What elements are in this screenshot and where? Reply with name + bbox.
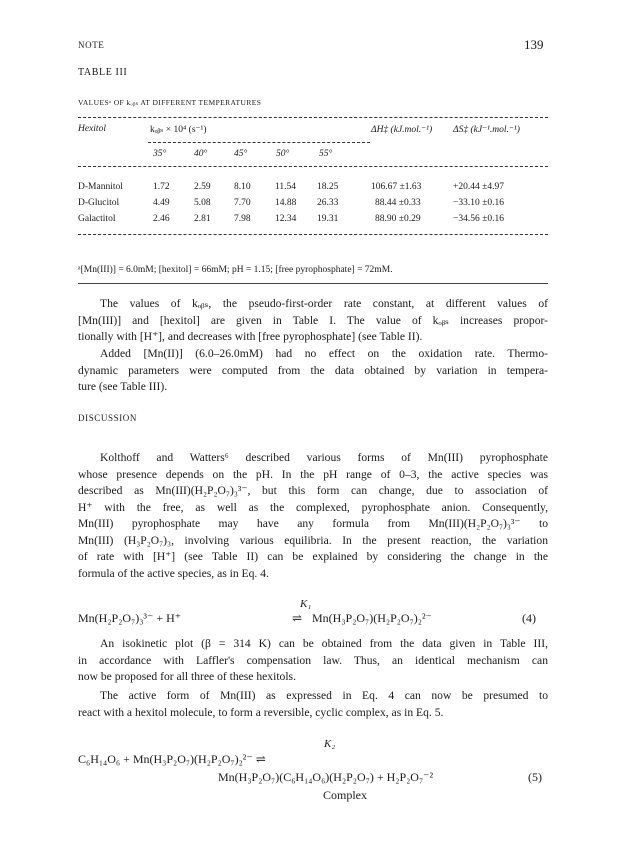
- table-cell: 18.25: [317, 182, 339, 192]
- text-line: Added [Mn(II)] (6.0–26.0mM) had no effect on the oxidation rate. Thermo-: [100, 347, 548, 360]
- table-cell: −34.56 ±0.16: [453, 214, 504, 224]
- table-header-hexitol: Hexitol: [78, 124, 106, 134]
- table-cell: 88.90 ±0.29: [375, 214, 421, 224]
- eq4-lhs: Mn(H₂P₂O₇)₃³⁻ + H⁺: [78, 611, 182, 625]
- text-line: formula of the active species, as in Eq. 4.: [78, 566, 269, 580]
- table-cell: 106.67 ±1.63: [371, 182, 422, 192]
- temp-header: 55°: [319, 149, 333, 159]
- table-header-ds: ΔS‡ (kJ⁻¹.mol.⁻¹): [453, 125, 520, 135]
- paragraph-rate-constant: [78, 296, 548, 346]
- table-cell: 4.49: [153, 198, 170, 208]
- text-line: Mn(III) pyrophosphate may have any formula from Mn(III)(H₂P₂O₇)₃³⁻ to: [78, 517, 548, 530]
- text-line: now be proposed for all three of these hexitols.: [78, 670, 296, 683]
- table-cell: 7.98: [234, 214, 251, 224]
- temp-header: 45°: [234, 149, 248, 159]
- temp-header: 50°: [276, 149, 290, 159]
- table-header-rule: [78, 166, 548, 167]
- text-line: The active form of Mn(III) as expressed in Eq. 4 can now be presumed to: [100, 689, 548, 702]
- text-line: of rate with [H⁺] (see Table II) can be explained by considering the change in the: [78, 550, 548, 563]
- temp-header: 35°: [153, 149, 167, 159]
- table-top-rule: [78, 117, 548, 118]
- footnote-rule: [78, 283, 548, 284]
- eq4-arrow: ⇌: [292, 611, 303, 625]
- eq5-line1: C₆H₁₄O₆ + Mn(H₃P₂O₇)(H₂P₂O₇)₂²⁻ ⇌: [78, 752, 266, 766]
- text-line: dynamic parameters were computed from the data obtained by variation in tempera-: [78, 363, 548, 377]
- text-line: ture (see Table III).: [78, 380, 168, 393]
- text-line: tionally with [H⁺], and decreases with [free pyrophosphate] (see Table II).: [78, 330, 423, 343]
- section-heading: DISCUSSION: [78, 413, 138, 423]
- table-cell: 14.88: [275, 198, 297, 208]
- text-line: described as Mn(III)(H₂P₂O₇)₃³⁻, but this form can change, due to association of: [78, 484, 548, 497]
- text-line: Mn(III) (H₃P₂O₇)₃, involving various equilibria. In the present reaction, the variation: [78, 533, 548, 547]
- paragraph-isokinetic: [78, 636, 548, 686]
- eq5-number: (5): [528, 770, 542, 784]
- text-line: whose presence depends on the pH. In the pH range of 0–3, the active species was: [78, 467, 548, 481]
- table-row-name: Galactitol: [78, 214, 116, 224]
- table-cell: 8.10: [234, 182, 251, 192]
- table-cell: 19.31: [317, 214, 339, 224]
- table-cell: 12.34: [275, 214, 297, 224]
- running-title: NOTE: [78, 40, 105, 50]
- eq4-rhs: Mn(H₃P₂O₇)(H₂P₂O₇)₂²⁻: [312, 611, 432, 625]
- table-caption: VALUESᵃ OF kₒᵦₛ AT DIFFERENT TEMPERATURES: [78, 98, 262, 107]
- table-header-kobs: kₒᵦₛ × 10⁴ (s⁻¹): [150, 125, 207, 135]
- text-line: react with a hexitol molecule, to form a reversible, cyclic complex, as in Eq. 5.: [78, 705, 444, 719]
- table-cell: 2.46: [153, 214, 170, 224]
- eq5-line2: Mn(H₃P₂O₇)(C₆H₁₄O₆)(H₂P₂O₇) + H₂P₂O₇⁻²: [218, 770, 434, 784]
- text-line: H⁺ with the free, as well as the complexed, pyrophosphate anion. Consequently,: [78, 500, 548, 514]
- page-number: 139: [524, 37, 544, 52]
- table-cell: 2.59: [194, 182, 211, 192]
- table-cell: 88.44 ±0.33: [375, 198, 421, 208]
- paragraph-thermodynamic: [78, 346, 548, 396]
- temp-header: 40°: [194, 149, 208, 159]
- paragraph-active-form: [78, 688, 548, 721]
- table-header-dh: ΔH‡ (kJ.mol.⁻¹): [371, 125, 433, 135]
- table-row-name: D-Mannitol: [78, 182, 123, 192]
- text-line: in accordance with Laffler's compensation law. Thus, an identical mechanism can: [78, 653, 548, 667]
- table-cell: 1.72: [153, 182, 170, 192]
- table-cell: +20.44 ±4.97: [453, 182, 504, 192]
- text-line: The values of kₒᵦₛ, the pseudo-first-order rate constant, at different values of: [100, 297, 548, 310]
- eq4-number: (4): [522, 611, 536, 625]
- text-line: [Mn(III)] and [hexitol] are given in Table I. The value of kₒᵦₛ increases propor-: [78, 313, 548, 327]
- table-cell: 5.08: [194, 198, 211, 208]
- table-cell: 2.81: [194, 214, 211, 224]
- table-cell: 11.54: [275, 182, 297, 192]
- eq4-constant: K₁: [300, 598, 312, 610]
- eq5-complex-label: Complex: [323, 788, 367, 802]
- paragraph-discussion: [78, 450, 548, 582]
- kobs-span-rule: [148, 142, 370, 143]
- table-bottom-rule: [78, 234, 548, 235]
- table-title: TABLE III: [78, 67, 128, 78]
- text-line: Kolthoff and Watters⁶ described various forms of Mn(III) pyrophosphate: [100, 451, 548, 464]
- table-row-name: D-Glucitol: [78, 198, 120, 208]
- text-line: An isokinetic plot (β = 314 K) can be obtained from the data given in Table III,: [100, 637, 548, 650]
- table-cell: 26.33: [317, 198, 339, 208]
- table-cell: 7.70: [234, 198, 251, 208]
- table-footnote: ᵃ[Mn(III)] = 6.0mM; [hexitol] = 66mM; pH = 1.15; [free pyrophosphate] = 72mM.: [78, 265, 393, 275]
- table-cell: −33.10 ±0.16: [453, 198, 504, 208]
- eq5-constant: K₂: [324, 738, 336, 750]
